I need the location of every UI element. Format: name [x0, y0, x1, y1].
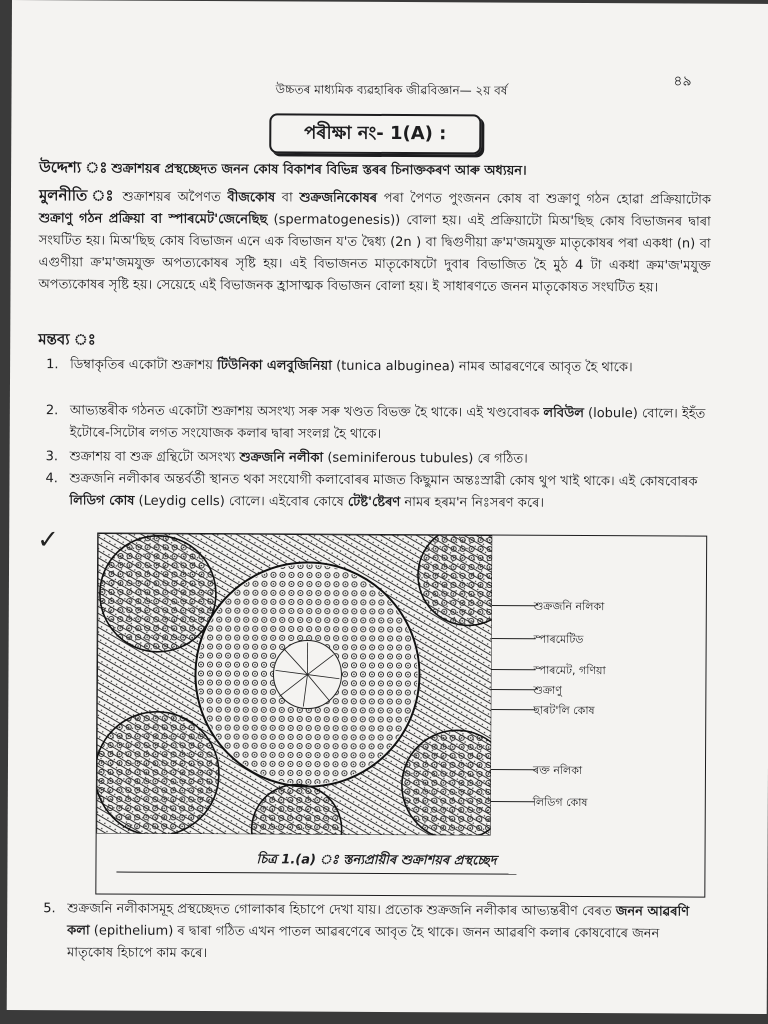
figure-label: লিডিগ কোষ: [532, 795, 588, 810]
running-header: উচ্চতৰ মাধ্যমিক ব্যৱহাৰিক জীৱবিজ্ঞান— ২য় বৰ্ষ: [275, 82, 508, 98]
figure-label: স্পাৰমেটিড: [533, 632, 584, 647]
principle-term-1: বীজকোষ: [227, 190, 276, 206]
principle-term-3: শুক্ৰাণু গঠন প্ৰক্ৰিয়া বা স্পাৰমেট'জেনেছিছ: [38, 211, 268, 228]
principle-term-2: শুক্ৰজনিকোষৰ: [299, 190, 378, 206]
principle-text-4: (spermatogenesis)) বোলা হয়। এই প্ৰক্ৰিয়াটো মিঅ'ছিছ কোষ বিভাজনৰ দ্বাৰা সংঘটিত হয়। মিঅ'ছিছ কোষ বিভাজন এনে এক বিভাজন য'ত দ্বৈধ্য (2n ) বা দ্বিগুণীয়া ক্ৰ'ম'জমযুক্ত মাতৃকোষৰ পৰা একধা (n) বা এগুণীয়া ক্ৰ'ম'জমযুক্ত অপত্যকোষৰ সৃষ্টি হয়। এই বিভাজনত মাতৃকোষটো দুবাৰ বিভাজিত হৈ মুঠ 4 টা একধা ক্ৰম'জ'মযুক্ত অপত্যকোষৰ সৃষ্টি হয়। সেয়েহে এই বিভাজনক হ্ৰাসাত্মক বিভাজন বোলা হয়। ই সাধাৰণতে জনন মাতৃকোষত সংঘটিত হয়।: [38, 212, 711, 296]
principle-paragraph: [38, 184, 711, 300]
testis-section-illustration: [97, 533, 493, 835]
document-page: [7, 0, 768, 1014]
check-mark-icon: ✓: [37, 525, 60, 556]
figure-label: শুক্ৰজনি নলিকা: [533, 599, 605, 614]
seminiferous-tubule-large: [195, 562, 420, 787]
figure-label: ছাৰট'লি কোষ: [533, 703, 595, 718]
figure-caption: চিত্ৰ 1.(a) ঃ স্তন্যপ্ৰায়ীৰ শুক্ৰাশয়ৰ প্ৰস্থচ্ছেদ: [256, 852, 497, 869]
figure-label: শুক্ৰাণু: [533, 683, 562, 697]
comment-item: 2. আভ্যন্তৰীক গঠনত একোটা শুক্ৰাশয় অসংখ্য সৰু সৰু খণ্ডত বিভক্ত হৈ থাকে। এই খণ্ডবোৰক লবিউল (lobule) বোলে। ইহঁত ইটোৰে-সিটোৰ লগত সংযোজক কলাৰ দ্বাৰা সংলগ্ন হৈ থাকে।: [45, 403, 706, 442]
comment-item: 4. শুক্ৰজনি নলীকাৰ অন্তৰ্বৰ্তী স্থানত থকা সংযোগী কলাবোৰৰ মাজত কিছুমান অন্তঃস্ৰাৱী কোষ থুপ খাই থাকে। এই কোষবোৰক লিডিগ কোষ (Leydig cells) বোলে। এইবোৰ কোষে টেষ্ট'ষ্টেৰণ নামৰ হৰম'ন নিঃসৰণ কৰে।: [45, 471, 698, 511]
principle-text-2: বা: [275, 190, 300, 206]
aim-label: উদ্দেশ্য ঃ: [39, 158, 108, 177]
principle-text-3: পৰা পৈণত পুংজনন কোষ বা শুক্ৰাণু গঠন হোৱা প্ৰক্ৰিয়াটোক: [377, 190, 712, 208]
label-leader-lines: [491, 536, 537, 836]
comment-item: 3. শুক্ৰাশয় বা শুক্ৰ গ্ৰন্থিটো অসংখ্য শুক্ৰজনি নলীকা (seminiferous tubules) ৰে গঠিত।: [45, 449, 528, 467]
comments-heading: মন্তব্য ঃ: [38, 330, 96, 349]
comment-item: 5. শুক্ৰজনি নলীকাসমূহ প্ৰস্থচ্ছেদত গোলাকাৰ হিচাপে দেখা যায়। প্ৰতোক শুক্ৰজনি নলীকাৰ আভ্যন্তৰীণ বেৰত জনন আৱৰণি কলা (epithelium) ৰ দ্বাৰা গঠিত এখন পাতল আৱৰণেৰে আবৃত হৈ থাকে। জনন আৱৰণি কলাৰ কোষবোৰে জনন মাতৃকোষ হিচাপে কাম কৰে।: [43, 901, 690, 962]
comment-item: 1. ডিম্বাকৃতিৰ একোটা শুক্ৰাশয় টিউনিকা এলবুজিনিয়া (tunica albuginea) নামৰ আৱৰণেৰে আবৃত হৈ থাকে।: [46, 357, 633, 376]
aim-paragraph: [39, 156, 711, 184]
figure-label: স্পাৰমেট, গণিয়া: [533, 663, 606, 678]
experiment-title: পৰীক্ষা নং- 1(A) :: [269, 113, 481, 154]
figure-box: [95, 532, 707, 897]
page-number: ৪৯: [673, 73, 692, 90]
figure-label: ৰক্ত নলিকা: [532, 763, 583, 777]
aim-text: শুক্ৰাশয়ৰ প্ৰস্থচ্ছেদত জনন কোষ বিকাশৰ বিভিন্ন স্তৰৰ চিনাক্তকৰণ আৰু অধ্যয়ন।: [111, 161, 527, 179]
principle-text-1: শুক্ৰাশয়ৰ অপৈণত: [122, 189, 228, 206]
principle-label: মুলনীতি ঃ: [38, 186, 116, 205]
